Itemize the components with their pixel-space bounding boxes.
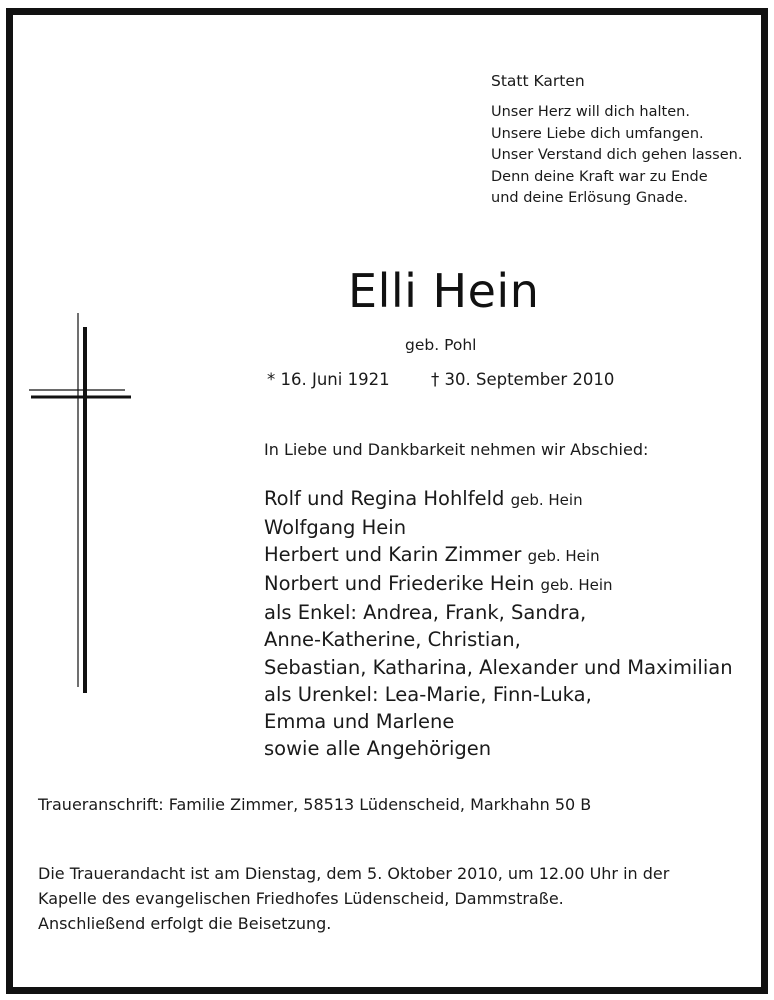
mourner-line <box>264 514 733 541</box>
mourner-name: Emma und Marlene <box>264 709 455 733</box>
mourner-line <box>264 570 733 599</box>
mourner-line <box>264 681 733 708</box>
mourner-line <box>264 708 733 735</box>
mourner-line <box>264 599 733 626</box>
poem-line: Unser Herz will dich halten. <box>491 104 690 120</box>
poem <box>491 102 742 210</box>
mourner-line <box>264 485 733 514</box>
service-line: Kapelle des evangelischen Friedhofes Lüdenscheid, Dammstraße. <box>38 889 564 908</box>
mourner-name: Wolfgang Hein <box>264 516 407 540</box>
service-line: Anschließend erfolgt die Beisetzung. <box>38 914 332 933</box>
obituary-frame <box>6 8 768 994</box>
death-date: † 30. September 2010 <box>431 370 615 389</box>
service-info <box>38 861 669 936</box>
poem-line: Denn deine Kraft war zu Ende <box>491 168 708 185</box>
farewell-intro: In Liebe und Dankbarkeit nehmen wir Abschied: <box>264 440 649 459</box>
mourner-note: geb. Hein <box>540 576 613 595</box>
mourner-name: Rolf und Regina Hohlfeld <box>264 487 505 510</box>
statt-karten-label: Statt Karten <box>491 72 585 90</box>
mourner-line <box>264 626 733 653</box>
mourner-name: sowie alle Angehörigen <box>264 736 492 760</box>
mourners-list <box>264 485 733 762</box>
poem-line: Unser Verstand dich gehen lassen. <box>491 147 743 163</box>
mourning-address: Traueranschrift: Familie Zimmer, 58513 Lüdenscheid, Markhahn 50 B <box>38 795 592 814</box>
birth-date: * 16. Juni 1921 <box>267 370 390 389</box>
service-line: Die Trauerandacht ist am Dienstag, dem 5. Oktober 2010, um 12.00 Uhr in der <box>38 864 670 883</box>
deceased-name: Elli Hein <box>348 264 540 318</box>
mourner-note: geb. Hein <box>510 491 583 509</box>
mourner-name: als Urenkel: Lea-Marie, Finn-Luka, <box>264 682 592 706</box>
mourner-line <box>264 541 733 570</box>
mourner-name: Sebastian, Katharina, Alexander und Maximilian <box>264 655 733 679</box>
poem-line: Unsere Liebe dich umfangen. <box>491 125 704 142</box>
mourner-name: Herbert und Karin Zimmer <box>264 543 522 567</box>
mourner-name: Norbert und Friederike Hein <box>264 572 535 596</box>
mourner-name: Anne-Katherine, Christian, <box>264 628 521 652</box>
mourner-note: geb. Hein <box>527 547 600 566</box>
maiden-name: geb. Pohl <box>405 336 477 354</box>
mourner-line <box>264 735 733 762</box>
mourner-name: als Enkel: Andrea, Frank, Sandra, <box>264 601 587 625</box>
cross-icon <box>27 305 137 695</box>
poem-line: und deine Erlösung Gnade. <box>491 190 688 206</box>
mourner-line <box>264 654 733 681</box>
